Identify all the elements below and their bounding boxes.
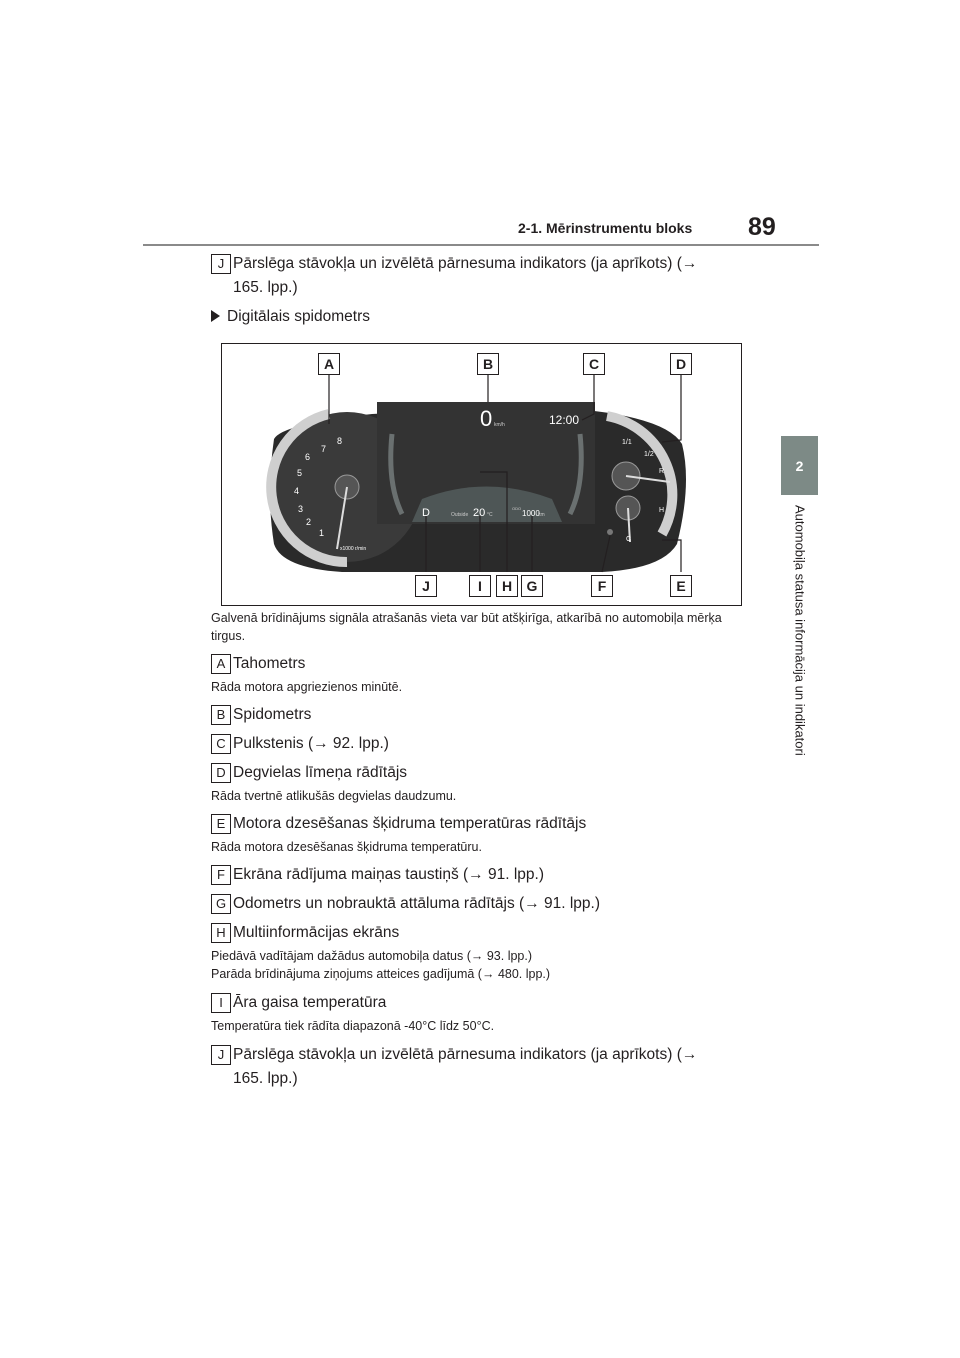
tach-number: 1 — [319, 528, 325, 538]
item-letter-badge: C — [211, 734, 231, 754]
item-letter-badge: A — [211, 654, 231, 674]
item-description: Parāda brīdinājuma ziņojums atteices gadījumā (→ 480. lpp.) — [211, 967, 551, 981]
item-letter-badge: H — [211, 923, 231, 943]
callout-label: E — [670, 575, 692, 597]
tach-number: 3 — [298, 504, 304, 514]
item-title: Odometrs un nobrauktā attāluma rādītājs (→ 91. lpp.) — [233, 895, 601, 912]
item-title-cont: 165. lpp.) — [233, 1070, 298, 1087]
digital-speed: 0 — [480, 406, 493, 431]
item-description: Rāda motora apgriezienos minūtē. — [211, 680, 403, 694]
gear-indicator: D — [422, 507, 430, 519]
figure-caption: Galvenā brīdinājums signāla atrašanās vieta var būt atšķirīga, atkarībā no automobiļa mērķa tirgus. — [211, 611, 722, 643]
item-letter-badge: I — [211, 993, 231, 1013]
tach-number: 7 — [321, 444, 327, 454]
outside-temp: 20 — [473, 507, 486, 519]
chapter-tab: 2 — [781, 436, 818, 495]
callout-label: H — [496, 575, 518, 597]
callout-label: I — [469, 575, 491, 597]
item-title-cont: 165. lpp.) — [233, 279, 298, 296]
temp-mark: H — [659, 507, 665, 514]
callout-label: A — [318, 353, 340, 375]
speed-unit: km/h — [494, 422, 505, 428]
callout-label: G — [521, 575, 543, 597]
item-title: Tahometrs — [233, 655, 306, 672]
tach-number: 4 — [294, 486, 300, 496]
callout-label: D — [670, 353, 692, 375]
cluster-illustration — [222, 344, 741, 605]
display-change-button[interactable] — [607, 529, 613, 535]
subsection-heading — [211, 308, 370, 326]
item-letter-badge: F — [211, 865, 231, 885]
temp-unit: °C — [487, 512, 493, 518]
item-letter-badge: J — [211, 1045, 231, 1065]
temp-mark: C — [626, 536, 632, 543]
page-number: 89 — [748, 213, 776, 241]
chapter-side-label — [782, 505, 818, 805]
item-description: Rāda motora dzesēšanas šķidruma temperatūru. — [211, 840, 482, 854]
subsection-title: Digitālais spidometrs — [227, 308, 370, 325]
item-title: Pārslēga stāvokļa un izvēlētā pārnesuma indikators (ja aprīkots) (→ — [233, 255, 698, 272]
clock-display: 12:00 — [549, 413, 580, 427]
instrument-cluster-figure — [221, 343, 742, 606]
callout-label: B — [477, 353, 499, 375]
fuel-mark: 1/2 — [644, 451, 654, 458]
tach-unit: x1000 r/min — [340, 546, 367, 552]
tach-number: 2 — [306, 517, 312, 527]
odo-unit: km — [538, 512, 545, 518]
callout-label: F — [591, 575, 613, 597]
chapter-title: Automobiļa statusa informācija un indikatori — [792, 505, 808, 756]
callout-label: C — [583, 353, 605, 375]
item-title: Ekrāna rādījuma maiņas taustiņš (→ 91. lpp.) — [233, 866, 544, 883]
tach-number: 8 — [337, 436, 343, 446]
odo-label: ODO — [512, 506, 522, 511]
item-title: Spidometrs — [233, 706, 312, 723]
item-letter-badge: J — [211, 254, 231, 274]
tach-number: 6 — [305, 452, 311, 462]
item-letter-badge: G — [211, 894, 231, 914]
section-header: 2-1. Mērinstrumentu bloks — [518, 220, 693, 236]
item-title: Multiinformācijas ekrāns — [233, 924, 400, 941]
item-letter-badge: D — [211, 763, 231, 783]
item-title: Degvielas līmeņa rādītājs — [233, 764, 408, 781]
triangle-bullet-icon — [211, 310, 220, 322]
callout-label: J — [415, 575, 437, 597]
item-description: Piedāvā vadītājam dažādus automobiļa datus (→ 93. lpp.) — [211, 949, 533, 963]
header-divider — [143, 244, 819, 246]
item-description: Rāda tvertnē atlikušās degvielas daudzumu. — [211, 789, 457, 803]
tach-number: 5 — [297, 468, 303, 478]
item-title: Motora dzesēšanas šķidruma temperatūras rādītājs — [233, 815, 587, 832]
outside-label: Outside — [451, 512, 469, 518]
odo-value: 1000 — [522, 509, 540, 518]
fuel-mark: 1/1 — [622, 439, 632, 446]
item-letter-badge: B — [211, 705, 231, 725]
item-title: Pulkstenis (→ 92. lpp.) — [233, 735, 389, 752]
item-title: Āra gaisa temperatūra — [233, 994, 387, 1011]
item-title: Pārslēga stāvokļa un izvēlētā pārnesuma indikators (ja aprīkots) (→ — [233, 1046, 698, 1063]
fuel-mark: R — [659, 468, 665, 475]
item-letter-badge: E — [211, 814, 231, 834]
item-description: Temperatūra tiek rādīta diapazonā -40°C līdz 50°C. — [211, 1019, 495, 1033]
